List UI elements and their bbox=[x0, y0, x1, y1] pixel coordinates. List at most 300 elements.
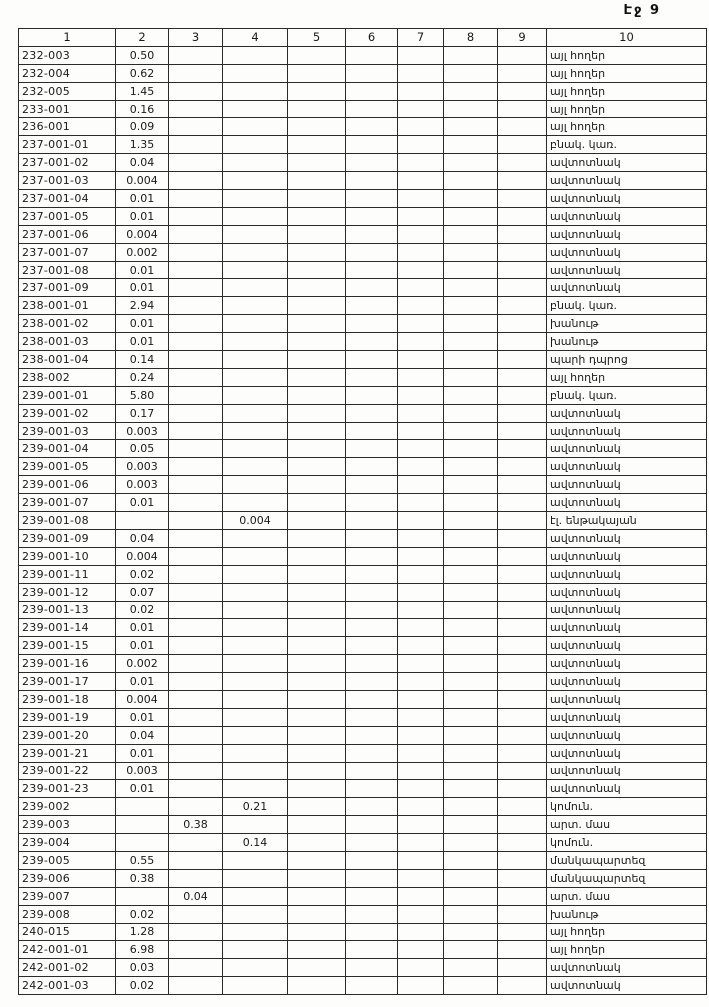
table-cell bbox=[398, 279, 444, 297]
table-cell bbox=[223, 780, 288, 798]
table-cell bbox=[498, 118, 547, 136]
table-cell bbox=[346, 565, 398, 583]
table-cell: ավտոտնակ bbox=[547, 637, 707, 655]
table-row bbox=[19, 118, 707, 136]
table-cell bbox=[398, 154, 444, 172]
table-cell bbox=[288, 351, 346, 369]
land-parcels-table bbox=[18, 28, 707, 995]
table-cell: 239-001-04 bbox=[19, 440, 116, 458]
table-cell bbox=[346, 118, 398, 136]
table-cell bbox=[288, 869, 346, 887]
table-cell: 240-015 bbox=[19, 923, 116, 941]
table-cell: խանութ bbox=[547, 315, 707, 333]
table-cell bbox=[444, 726, 498, 744]
table-row bbox=[19, 351, 707, 369]
table-cell bbox=[223, 279, 288, 297]
table-cell bbox=[398, 404, 444, 422]
table-cell bbox=[444, 225, 498, 243]
table-cell bbox=[346, 762, 398, 780]
table-cell: կոմուն. bbox=[547, 834, 707, 852]
table-cell bbox=[444, 82, 498, 100]
table-cell: այլ հողեր bbox=[547, 64, 707, 82]
table-cell bbox=[223, 744, 288, 762]
table-cell bbox=[346, 780, 398, 798]
table-row bbox=[19, 869, 707, 887]
table-cell bbox=[223, 404, 288, 422]
table-cell bbox=[444, 368, 498, 386]
page-number: Էջ 9 bbox=[623, 3, 661, 18]
table-cell bbox=[223, 637, 288, 655]
table-cell: 0.04 bbox=[116, 726, 169, 744]
table-cell: ավտոտնակ bbox=[547, 547, 707, 565]
table-cell bbox=[346, 333, 398, 351]
table-cell: 5.80 bbox=[116, 386, 169, 404]
table-cell: 239-001-01 bbox=[19, 386, 116, 404]
table-cell bbox=[444, 941, 498, 959]
table-cell bbox=[288, 404, 346, 422]
table-cell bbox=[169, 923, 223, 941]
table-cell: 1.45 bbox=[116, 82, 169, 100]
table-cell bbox=[169, 422, 223, 440]
table-cell bbox=[444, 476, 498, 494]
table-cell bbox=[498, 941, 547, 959]
table-cell bbox=[346, 619, 398, 637]
table-cell: 239-001-17 bbox=[19, 673, 116, 691]
table-cell: 0.004 bbox=[116, 225, 169, 243]
table-cell bbox=[444, 601, 498, 619]
table-cell bbox=[169, 440, 223, 458]
table-cell bbox=[398, 637, 444, 655]
table-cell bbox=[346, 726, 398, 744]
table-cell bbox=[398, 172, 444, 190]
table-cell bbox=[398, 190, 444, 208]
table-cell: 239-001-06 bbox=[19, 476, 116, 494]
table-cell bbox=[498, 601, 547, 619]
table-cell bbox=[498, 297, 547, 315]
table-row bbox=[19, 834, 707, 852]
table-row bbox=[19, 368, 707, 386]
table-row bbox=[19, 547, 707, 565]
table-cell: 0.01 bbox=[116, 673, 169, 691]
table-cell bbox=[346, 673, 398, 691]
table-cell: 237-001-02 bbox=[19, 154, 116, 172]
table-row bbox=[19, 816, 707, 834]
table-cell: կոմուն. bbox=[547, 798, 707, 816]
table-row bbox=[19, 46, 707, 64]
table-cell: 0.38 bbox=[169, 816, 223, 834]
table-cell bbox=[288, 261, 346, 279]
table-cell: 1.28 bbox=[116, 923, 169, 941]
table-cell bbox=[444, 565, 498, 583]
table-cell bbox=[398, 476, 444, 494]
table-cell bbox=[288, 494, 346, 512]
table-row bbox=[19, 583, 707, 601]
table-cell: այլ հողեր bbox=[547, 100, 707, 118]
table-cell bbox=[169, 333, 223, 351]
table-cell bbox=[444, 207, 498, 225]
table-cell bbox=[498, 673, 547, 691]
table-cell bbox=[498, 243, 547, 261]
table-row bbox=[19, 458, 707, 476]
table-cell: արտ. մաս bbox=[547, 887, 707, 905]
table-cell bbox=[116, 816, 169, 834]
table-cell bbox=[223, 136, 288, 154]
table-cell: 0.01 bbox=[116, 315, 169, 333]
table-cell bbox=[498, 583, 547, 601]
table-cell bbox=[346, 977, 398, 995]
table-cell bbox=[288, 744, 346, 762]
table-cell bbox=[444, 816, 498, 834]
table-cell bbox=[398, 565, 444, 583]
table-cell bbox=[498, 64, 547, 82]
table-cell bbox=[444, 315, 498, 333]
table-cell bbox=[288, 655, 346, 673]
table-cell: այլ հողեր bbox=[547, 941, 707, 959]
table-cell bbox=[169, 673, 223, 691]
table-cell bbox=[398, 780, 444, 798]
table-cell bbox=[346, 207, 398, 225]
table-cell bbox=[346, 386, 398, 404]
table-cell bbox=[288, 422, 346, 440]
table-cell: ավտոտնակ bbox=[547, 172, 707, 190]
table-cell bbox=[223, 923, 288, 941]
table-cell bbox=[346, 100, 398, 118]
table-cell: 0.01 bbox=[116, 279, 169, 297]
table-cell bbox=[444, 100, 498, 118]
table-cell bbox=[288, 207, 346, 225]
table-row bbox=[19, 941, 707, 959]
table-cell bbox=[498, 422, 547, 440]
table-cell bbox=[169, 619, 223, 637]
table-cell bbox=[398, 887, 444, 905]
table-cell bbox=[169, 637, 223, 655]
table-cell bbox=[498, 440, 547, 458]
table-cell bbox=[398, 762, 444, 780]
table-row bbox=[19, 673, 707, 691]
table-cell bbox=[346, 82, 398, 100]
table-cell bbox=[444, 655, 498, 673]
table-cell bbox=[288, 905, 346, 923]
table-cell bbox=[288, 136, 346, 154]
table-cell: 239-001-14 bbox=[19, 619, 116, 637]
table-cell bbox=[398, 655, 444, 673]
table-cell bbox=[223, 583, 288, 601]
table-cell bbox=[398, 315, 444, 333]
table-cell bbox=[444, 386, 498, 404]
table-cell: 0.01 bbox=[116, 708, 169, 726]
table-cell bbox=[498, 690, 547, 708]
table-cell bbox=[444, 458, 498, 476]
column-header: 6 bbox=[346, 29, 398, 47]
table-cell bbox=[288, 243, 346, 261]
table-cell: ավտոտնակ bbox=[547, 744, 707, 762]
table-cell bbox=[223, 297, 288, 315]
table-cell bbox=[288, 333, 346, 351]
table-cell bbox=[498, 834, 547, 852]
table-row bbox=[19, 655, 707, 673]
table-cell bbox=[498, 333, 547, 351]
table-row bbox=[19, 476, 707, 494]
table-cell bbox=[288, 762, 346, 780]
table-cell: ավտոտնակ bbox=[547, 780, 707, 798]
table-row bbox=[19, 708, 707, 726]
table-cell bbox=[288, 386, 346, 404]
table-cell bbox=[288, 637, 346, 655]
table-cell bbox=[223, 118, 288, 136]
table-cell: ավտոտնակ bbox=[547, 655, 707, 673]
table-cell: ավտոտնակ bbox=[547, 404, 707, 422]
table-cell bbox=[169, 601, 223, 619]
table-cell bbox=[498, 494, 547, 512]
table-cell bbox=[398, 798, 444, 816]
table-cell bbox=[169, 64, 223, 82]
table-cell bbox=[169, 529, 223, 547]
table-cell bbox=[169, 565, 223, 583]
table-row bbox=[19, 100, 707, 118]
table-cell: 239-001-07 bbox=[19, 494, 116, 512]
table-cell bbox=[346, 637, 398, 655]
table-row bbox=[19, 261, 707, 279]
table-cell bbox=[498, 565, 547, 583]
table-cell bbox=[169, 744, 223, 762]
table-cell: 0.05 bbox=[116, 440, 169, 458]
table-cell bbox=[223, 494, 288, 512]
table-cell: 0.21 bbox=[223, 798, 288, 816]
table-cell bbox=[169, 297, 223, 315]
table-row bbox=[19, 923, 707, 941]
table-cell bbox=[223, 601, 288, 619]
table-cell bbox=[398, 100, 444, 118]
table-cell bbox=[169, 368, 223, 386]
table-cell bbox=[398, 261, 444, 279]
table-cell: մանկապարտեզ bbox=[547, 851, 707, 869]
table-row bbox=[19, 297, 707, 315]
table-row bbox=[19, 190, 707, 208]
table-cell: 237-001-04 bbox=[19, 190, 116, 208]
table-cell: 0.01 bbox=[116, 780, 169, 798]
table-cell bbox=[346, 261, 398, 279]
table-cell bbox=[444, 583, 498, 601]
table-cell bbox=[398, 368, 444, 386]
table-cell bbox=[498, 905, 547, 923]
table-cell: 239-001-09 bbox=[19, 529, 116, 547]
table-row bbox=[19, 887, 707, 905]
table-cell bbox=[288, 798, 346, 816]
table-cell bbox=[223, 422, 288, 440]
table-cell: 239-006 bbox=[19, 869, 116, 887]
table-row bbox=[19, 690, 707, 708]
table-row bbox=[19, 136, 707, 154]
table-cell bbox=[288, 118, 346, 136]
table-row bbox=[19, 422, 707, 440]
table-cell: մանկապարտեզ bbox=[547, 869, 707, 887]
table-cell bbox=[498, 762, 547, 780]
table-cell bbox=[223, 190, 288, 208]
table-cell bbox=[223, 333, 288, 351]
table-cell: 0.38 bbox=[116, 869, 169, 887]
table-cell bbox=[444, 887, 498, 905]
table-cell bbox=[398, 243, 444, 261]
table-cell bbox=[223, 977, 288, 995]
table-cell bbox=[398, 869, 444, 887]
table-cell: այլ հողեր bbox=[547, 923, 707, 941]
table-cell bbox=[398, 941, 444, 959]
table-cell bbox=[444, 673, 498, 691]
table-row bbox=[19, 619, 707, 637]
table-cell bbox=[346, 404, 398, 422]
table-cell: 239-002 bbox=[19, 798, 116, 816]
table-cell bbox=[288, 673, 346, 691]
table-row bbox=[19, 154, 707, 172]
table-cell bbox=[169, 190, 223, 208]
table-cell bbox=[223, 673, 288, 691]
column-header: 2 bbox=[116, 29, 169, 47]
table-cell bbox=[223, 243, 288, 261]
table-cell: ավտոտնակ bbox=[547, 261, 707, 279]
table-cell: ավտոտնակ bbox=[547, 601, 707, 619]
table-cell bbox=[169, 136, 223, 154]
table-cell bbox=[223, 458, 288, 476]
table-cell bbox=[169, 172, 223, 190]
table-cell: այլ հողեր bbox=[547, 118, 707, 136]
table-cell bbox=[444, 547, 498, 565]
table-cell bbox=[444, 905, 498, 923]
table-cell: 239-001-15 bbox=[19, 637, 116, 655]
table-row bbox=[19, 601, 707, 619]
table-row bbox=[19, 64, 707, 82]
table-cell bbox=[346, 136, 398, 154]
table-cell bbox=[169, 261, 223, 279]
table-cell bbox=[398, 386, 444, 404]
table-cell bbox=[444, 351, 498, 369]
table-cell bbox=[498, 637, 547, 655]
column-header: 9 bbox=[498, 29, 547, 47]
table-cell: 239-001-21 bbox=[19, 744, 116, 762]
table-cell bbox=[346, 869, 398, 887]
table-cell: 237-001-01 bbox=[19, 136, 116, 154]
table-cell bbox=[223, 869, 288, 887]
table-cell: ավտոտնակ bbox=[547, 422, 707, 440]
table-row bbox=[19, 279, 707, 297]
table-cell: 0.04 bbox=[169, 887, 223, 905]
table-cell bbox=[444, 172, 498, 190]
column-header: 8 bbox=[444, 29, 498, 47]
table-cell: 0.01 bbox=[116, 494, 169, 512]
table-cell bbox=[169, 834, 223, 852]
column-header: 7 bbox=[398, 29, 444, 47]
table-cell: ավտոտնակ bbox=[547, 565, 707, 583]
table-cell bbox=[223, 905, 288, 923]
table-cell: 239-001-11 bbox=[19, 565, 116, 583]
table-cell bbox=[398, 977, 444, 995]
table-cell bbox=[444, 637, 498, 655]
table-cell bbox=[288, 941, 346, 959]
table-cell bbox=[169, 404, 223, 422]
table-cell bbox=[498, 708, 547, 726]
table-cell bbox=[444, 780, 498, 798]
table-cell bbox=[346, 744, 398, 762]
table-cell: 0.004 bbox=[116, 690, 169, 708]
table-cell: 242-001-03 bbox=[19, 977, 116, 995]
table-cell: ավտոտնակ bbox=[547, 726, 707, 744]
table-cell bbox=[498, 261, 547, 279]
table-cell bbox=[444, 494, 498, 512]
table-cell: ավտոտնակ bbox=[547, 458, 707, 476]
table-cell bbox=[346, 905, 398, 923]
table-cell bbox=[398, 494, 444, 512]
table-cell bbox=[398, 816, 444, 834]
table-cell bbox=[169, 798, 223, 816]
table-cell bbox=[398, 834, 444, 852]
table-cell bbox=[398, 726, 444, 744]
table-cell: 238-001-04 bbox=[19, 351, 116, 369]
table-cell bbox=[444, 440, 498, 458]
table-cell bbox=[398, 708, 444, 726]
table-cell: ավտոտնակ bbox=[547, 708, 707, 726]
table-cell bbox=[444, 708, 498, 726]
table-cell bbox=[223, 64, 288, 82]
table-cell bbox=[288, 923, 346, 941]
table-cell bbox=[288, 190, 346, 208]
table-cell: բնակ. կառ. bbox=[547, 386, 707, 404]
table-cell bbox=[346, 368, 398, 386]
table-cell bbox=[288, 512, 346, 530]
table-cell bbox=[398, 225, 444, 243]
table-cell: 0.03 bbox=[116, 959, 169, 977]
table-row bbox=[19, 744, 707, 762]
table-cell bbox=[498, 619, 547, 637]
table-cell bbox=[346, 816, 398, 834]
table-cell bbox=[288, 619, 346, 637]
table-cell bbox=[498, 798, 547, 816]
table-cell: 242-001-01 bbox=[19, 941, 116, 959]
table-cell: բնակ. կառ. bbox=[547, 136, 707, 154]
table-cell bbox=[346, 834, 398, 852]
table-cell bbox=[288, 547, 346, 565]
table-cell: 237-001-08 bbox=[19, 261, 116, 279]
table-cell: ավտոտնակ bbox=[547, 690, 707, 708]
table-cell bbox=[398, 136, 444, 154]
table-cell: 0.04 bbox=[116, 154, 169, 172]
table-row bbox=[19, 529, 707, 547]
table-cell bbox=[223, 726, 288, 744]
table-row bbox=[19, 82, 707, 100]
column-header: 3 bbox=[169, 29, 223, 47]
table-cell bbox=[444, 154, 498, 172]
table-cell bbox=[116, 798, 169, 816]
table-cell: 239-001-05 bbox=[19, 458, 116, 476]
table-cell bbox=[288, 172, 346, 190]
table-cell bbox=[223, 941, 288, 959]
table-cell bbox=[444, 243, 498, 261]
table-cell: 0.62 bbox=[116, 64, 169, 82]
table-cell bbox=[169, 941, 223, 959]
table-cell: 0.01 bbox=[116, 261, 169, 279]
table-cell bbox=[444, 422, 498, 440]
table-cell: 0.004 bbox=[116, 547, 169, 565]
table-cell bbox=[288, 529, 346, 547]
table-cell bbox=[169, 726, 223, 744]
table-cell: 0.01 bbox=[116, 619, 169, 637]
table-cell bbox=[346, 422, 398, 440]
table-cell bbox=[288, 46, 346, 64]
table-row bbox=[19, 637, 707, 655]
table-cell bbox=[346, 154, 398, 172]
table-cell bbox=[346, 851, 398, 869]
table-cell bbox=[288, 726, 346, 744]
table-cell: 239-001-22 bbox=[19, 762, 116, 780]
table-cell bbox=[223, 655, 288, 673]
